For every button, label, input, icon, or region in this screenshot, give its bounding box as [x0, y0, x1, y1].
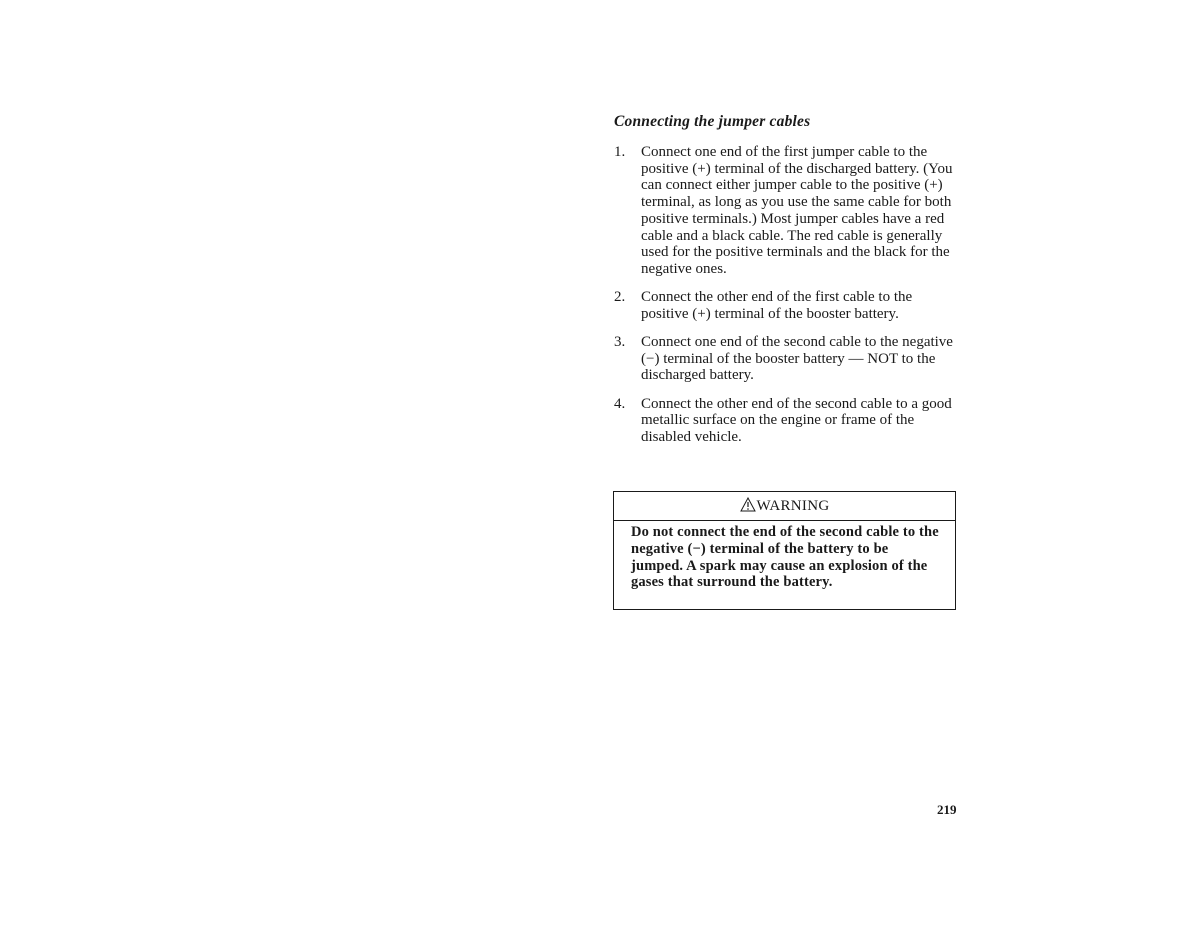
warning-box [613, 491, 956, 610]
warning-heading: WARNING [756, 497, 830, 514]
list-item [614, 289, 959, 322]
step-number: 2. [614, 289, 626, 306]
step-text: Connect the other end of the second cable to a good metallic surface on the engine or frame of the disabled vehicle. [641, 395, 952, 446]
step-number: 1. [614, 144, 626, 160]
list-item [614, 396, 959, 446]
steps-list [614, 144, 959, 446]
step-number: 3. [614, 334, 626, 351]
section-title: Connecting the jumper cables [614, 113, 811, 130]
page-number: 219 [937, 802, 957, 817]
warning-header [614, 492, 955, 521]
list-item [614, 144, 959, 278]
step-text: Connect one end of the second cable to the negative (−) terminal of the booster battery — NOT to the discharged battery. [641, 334, 953, 384]
manual-section [614, 110, 959, 457]
step-number: 4. [614, 395, 626, 412]
warning-triangle-icon [740, 497, 756, 512]
list-item [614, 334, 959, 384]
warning-text: Do not connect the end of the second cable to the negative (−) terminal of the battery to be jumped. A spark may cause an explosion of the gases that surround the battery. [631, 524, 939, 591]
step-text: Connect the other end of the first cable to the positive (+) terminal of the booster battery. [641, 289, 913, 322]
step-text: Connect one end of the first jumper cable to the positive (+) terminal of the discharged battery. (You can connect either jumper cable to the positive (+) terminal, as long as you use the same cable for both positive terminals.) Most jumper cables have a red cable and a black cable. The red cable is generally used for the positive terminals and the black for the negative ones. [641, 144, 953, 277]
